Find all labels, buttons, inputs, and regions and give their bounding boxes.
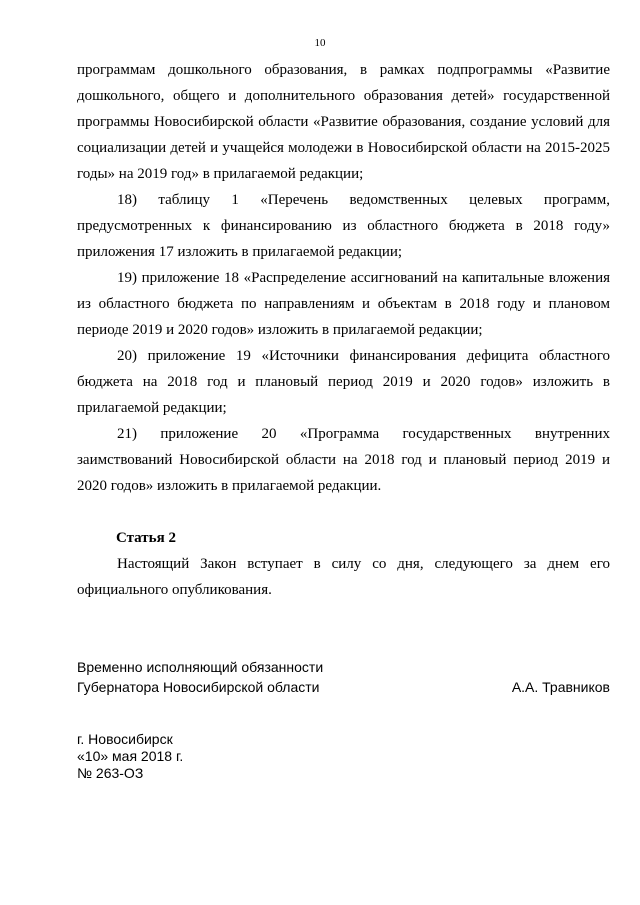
footer-date: «10» мая 2018 г.: [77, 748, 184, 764]
article-2-paragraph: Настоящий Закон вступает в силу со дня, следующего за днем его официального опубликования.: [77, 556, 610, 598]
paragraph-item-21: 21) приложение 20 «Программа государственных внутренних заимствований Новосибирской области на 2018 год и плановый период 2019 и 2020 годов» изложить в прилагаемой редакции.: [77, 426, 610, 494]
document-footer: [77, 731, 183, 782]
paragraph-item-19: 19) приложение 18 «Распределение ассигнований на капитальные вложения из областного бюджета по направлениям и объектам в 2018 году и плановом периоде 2019 и 2020 годов» изложить в прилагаемой редакции;: [77, 270, 610, 338]
article-2-heading: Статья 2: [116, 530, 176, 546]
signature-title-line-1: Временно исполняющий обязанности: [77, 659, 324, 675]
paragraph-item-20: 20) приложение 19 «Источники финансирования дефицита областного бюджета на 2018 год и плановый период 2019 и 2020 годов» изложить в прилагаемой редакции;: [77, 348, 610, 416]
signature-block: [77, 657, 610, 697]
article-2-body: [77, 551, 610, 603]
signatory-name: А.А. Травников: [511, 679, 610, 695]
page-number: 10: [314, 37, 326, 49]
signature-title-line-2: Губернатора Новосибирской области: [77, 679, 320, 695]
body-text: [77, 57, 610, 499]
paragraph-item-18: 18) таблицу 1 «Перечень ведомственных целевых программ, предусмотренных к финансированию из областного бюджета в 2018 году» приложения 17 изложить в прилагаемой редакции;: [77, 192, 610, 260]
paragraph-continuation: программам дошкольного образования, в рамках подпрограммы «Развитие дошкольного, общего и дополнительного образования детей» государственной программы Новосибирской области «Развитие образования, создание условий для социализации детей и учащейся молодежи в Новосибирской области на 2015-2025 годы» на 2019 год» в прилагаемой редакции;: [77, 62, 610, 182]
footer-law-number: № 263-ОЗ: [77, 765, 144, 781]
footer-city: г. Новосибирск: [77, 731, 173, 747]
